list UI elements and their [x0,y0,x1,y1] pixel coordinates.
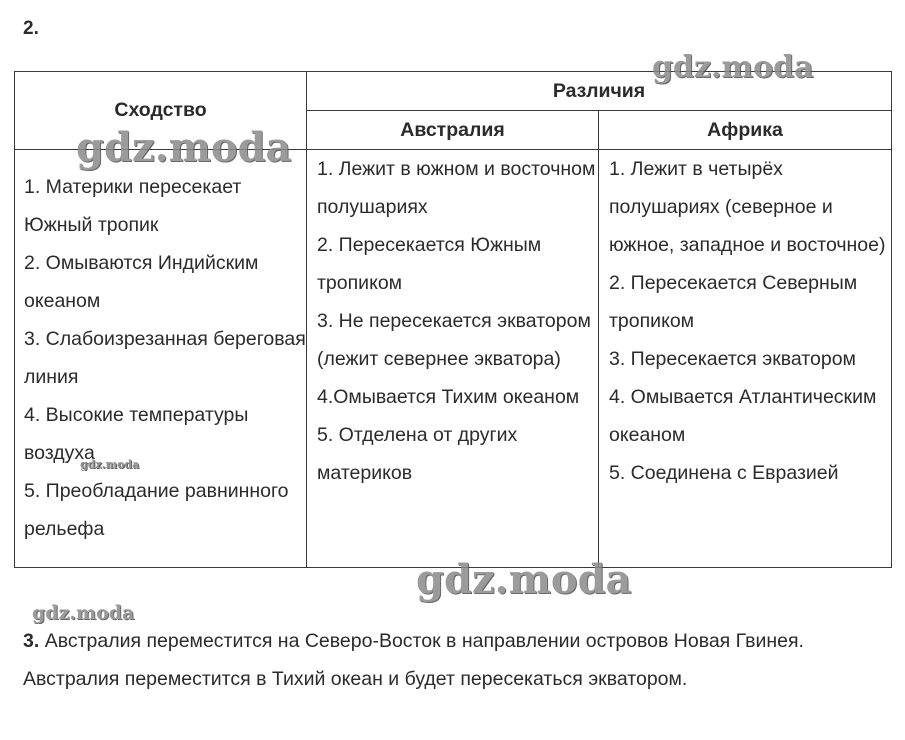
watermark: gdz.moda [652,50,814,85]
task-2-number: 2. [23,18,39,39]
africa-item: 2. Пересекается Северным тропиком [609,272,858,332]
watermark: gdz.moda [416,556,632,603]
watermark: gdz.moda [32,602,135,624]
task-3-number: 3. [23,630,40,652]
comparison-table [14,71,892,568]
africa-column [599,150,892,568]
similarity-item: 3. Слабоизрезанная береговая линия [24,328,306,388]
header-similarity: Сходство [15,72,307,150]
africa-item: 1. Лежит в четырёх полушариях (северное и южное, западное и восточное) [609,158,886,256]
australia-column [307,150,599,568]
header-differences: Различия [307,72,892,111]
australia-item: 2. Пересекается Южным тропиком [317,234,542,294]
header-africa: Африка [599,111,892,150]
watermark: gdz.moda [80,458,140,471]
watermark: gdz.moda [76,124,292,171]
africa-item: 5. Соединена с Евразией [609,462,839,484]
australia-item: 3. Не пересекается экватором (лежит севернее экватора) [317,310,591,370]
task-3-answer [23,622,893,698]
similarity-item: 1. Материки пересекает Южный тропик [24,176,242,236]
similarity-item: 2. Омываются Индийским океаном [24,252,259,312]
task-3-text: Австралия переместится на Северо-Восток в направлении островов Новая Гвинея. Австралия переместится в Тихий океан и будет пересекаться экватором. [23,630,804,690]
similarity-item: 5. Преобладание равнинного рельефа [24,480,289,540]
similarity-column [15,150,307,568]
africa-item: 3. Пересекается экватором [609,348,856,370]
australia-item: 1. Лежит в южном и восточном полушариях [317,158,596,218]
australia-item: 4.Омывается Тихим океаном [317,386,580,408]
africa-item: 4. Омывается Атлантическим океаном [609,386,877,446]
similarity-item: 4. Высокие температуры воздуха [24,404,249,464]
header-australia: Австралия [307,111,599,150]
australia-item: 5. Отделена от других материков [317,424,518,484]
